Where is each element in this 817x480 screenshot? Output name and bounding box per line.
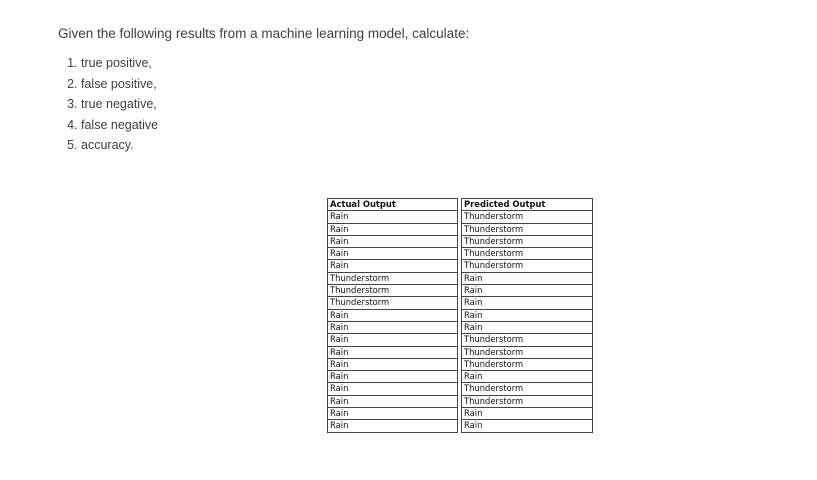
cell-predicted-output: Thunderstorm xyxy=(462,358,593,370)
cell-actual-output: Rain xyxy=(328,420,458,432)
table-row xyxy=(328,408,593,420)
cell-actual-output: Rain xyxy=(328,321,458,333)
header-predicted-output: Predicted Output xyxy=(462,199,593,211)
cell-predicted-output: Rain xyxy=(462,309,593,321)
header-actual-output: Actual Output xyxy=(328,199,458,211)
table-row xyxy=(328,223,593,235)
table-row xyxy=(328,383,593,395)
table-row xyxy=(328,235,593,247)
table-row xyxy=(328,285,593,297)
cell-predicted-output: Thunderstorm xyxy=(462,383,593,395)
cell-predicted-output: Rain xyxy=(462,297,593,309)
table-row xyxy=(328,248,593,260)
question-prompt: Given the following results from a machine learning model, calculate: xyxy=(58,26,470,41)
cell-actual-output: Thunderstorm xyxy=(328,272,458,284)
cell-predicted-output: Rain xyxy=(462,371,593,383)
cell-actual-output: Rain xyxy=(328,334,458,346)
task-item-true-negative: 3. true negative, xyxy=(81,94,158,115)
task-list xyxy=(64,53,158,156)
table-row xyxy=(328,395,593,407)
table-row xyxy=(328,371,593,383)
cell-actual-output: Rain xyxy=(328,395,458,407)
cell-predicted-output: Thunderstorm xyxy=(462,395,593,407)
cell-predicted-output: Thunderstorm xyxy=(462,334,593,346)
cell-actual-output: Rain xyxy=(328,260,458,272)
cell-actual-output: Rain xyxy=(328,358,458,370)
cell-actual-output: Rain xyxy=(328,309,458,321)
table-header-row xyxy=(328,199,593,211)
task-item-accuracy: 5. accuracy. xyxy=(81,135,158,156)
cell-actual-output: Rain xyxy=(328,408,458,420)
table-row xyxy=(328,346,593,358)
table-row xyxy=(328,321,593,333)
cell-predicted-output: Rain xyxy=(462,321,593,333)
cell-predicted-output: Thunderstorm xyxy=(462,211,593,223)
task-item-true-positive: 1. true positive, xyxy=(81,53,158,74)
task-item-false-negative: 4. false negative xyxy=(81,115,158,136)
cell-predicted-output: Thunderstorm xyxy=(462,235,593,247)
table-row xyxy=(328,272,593,284)
cell-predicted-output: Thunderstorm xyxy=(462,223,593,235)
task-item-false-positive: 2. false positive, xyxy=(81,74,158,95)
table-row xyxy=(328,420,593,432)
table-row xyxy=(328,309,593,321)
cell-predicted-output: Rain xyxy=(462,408,593,420)
cell-actual-output: Rain xyxy=(328,346,458,358)
cell-actual-output: Rain xyxy=(328,235,458,247)
table-row xyxy=(328,211,593,223)
table-row xyxy=(328,297,593,309)
table-row xyxy=(328,260,593,272)
table-row xyxy=(328,358,593,370)
cell-predicted-output: Rain xyxy=(462,420,593,432)
cell-actual-output: Thunderstorm xyxy=(328,285,458,297)
cell-actual-output: Rain xyxy=(328,383,458,395)
cell-actual-output: Rain xyxy=(328,211,458,223)
cell-predicted-output: Rain xyxy=(462,272,593,284)
results-table-image xyxy=(327,198,593,433)
results-table-body xyxy=(328,211,593,432)
cell-predicted-output: Rain xyxy=(462,285,593,297)
table-row xyxy=(328,334,593,346)
cell-predicted-output: Thunderstorm xyxy=(462,260,593,272)
cell-actual-output: Rain xyxy=(328,223,458,235)
results-table xyxy=(327,198,593,433)
cell-actual-output: Thunderstorm xyxy=(328,297,458,309)
cell-predicted-output: Thunderstorm xyxy=(462,248,593,260)
cell-predicted-output: Thunderstorm xyxy=(462,346,593,358)
cell-actual-output: Rain xyxy=(328,248,458,260)
cell-actual-output: Rain xyxy=(328,371,458,383)
